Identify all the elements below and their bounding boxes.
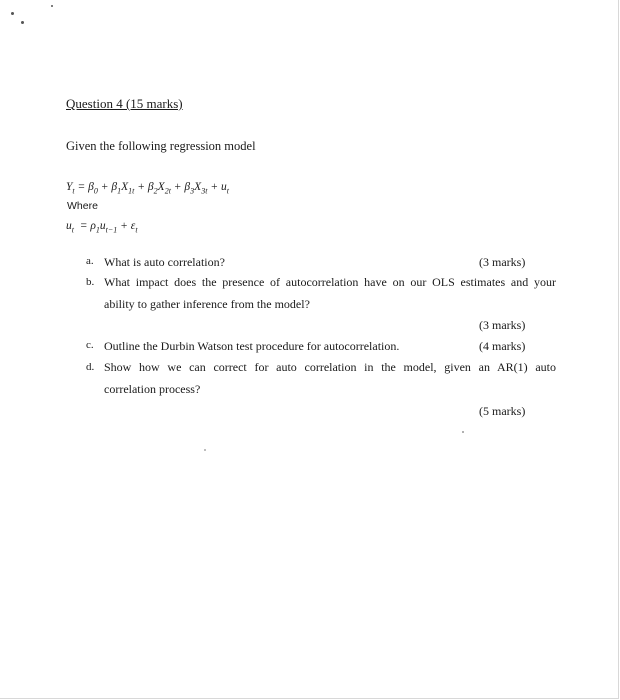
part-a-marks: (3 marks)	[479, 255, 526, 269]
part-b-marker: b.	[86, 276, 95, 288]
question-heading: Question 4 (15 marks)	[66, 96, 183, 111]
part-d-marks: (5 marks)	[479, 404, 526, 418]
part-b-text-line2: ability to gather inference from the model?	[104, 297, 310, 311]
part-c-text: Outline the Durbin Watson test procedure for autocorrelation.	[104, 339, 400, 353]
error-process-equation: $u_t = \rho_1u_{t-1} + \varepsilon_t$	[66, 220, 138, 235]
part-d-marker: d.	[86, 361, 95, 373]
part-d-text-line2: correlation process?	[104, 382, 201, 396]
scan-speck	[51, 5, 53, 7]
where-label: Where	[67, 200, 98, 212]
scan-speck	[21, 21, 24, 24]
part-a-text: What is auto correlation?	[104, 255, 225, 269]
question-intro: Given the following regression model	[66, 139, 256, 153]
scan-speck	[462, 431, 464, 433]
scan-speck	[204, 449, 206, 451]
part-b-marks: (3 marks)	[479, 318, 526, 332]
part-d-text-line1: Show how we can correct for auto correlation in the model, given an AR(1) auto	[104, 360, 556, 374]
scan-speck	[11, 12, 14, 15]
regression-equation: $Y_t = \beta_0 + \beta_1X_{1t} + \beta_2X_{2t} + \beta_3X_{3t} + u_t$	[66, 181, 229, 196]
part-c-marks: (4 marks)	[479, 339, 526, 353]
part-c-marker: c.	[86, 339, 94, 351]
part-a-marker: a.	[86, 255, 94, 267]
part-b-text-line1: What impact does the presence of autocorrelation have on our OLS estimates and your	[104, 275, 556, 289]
